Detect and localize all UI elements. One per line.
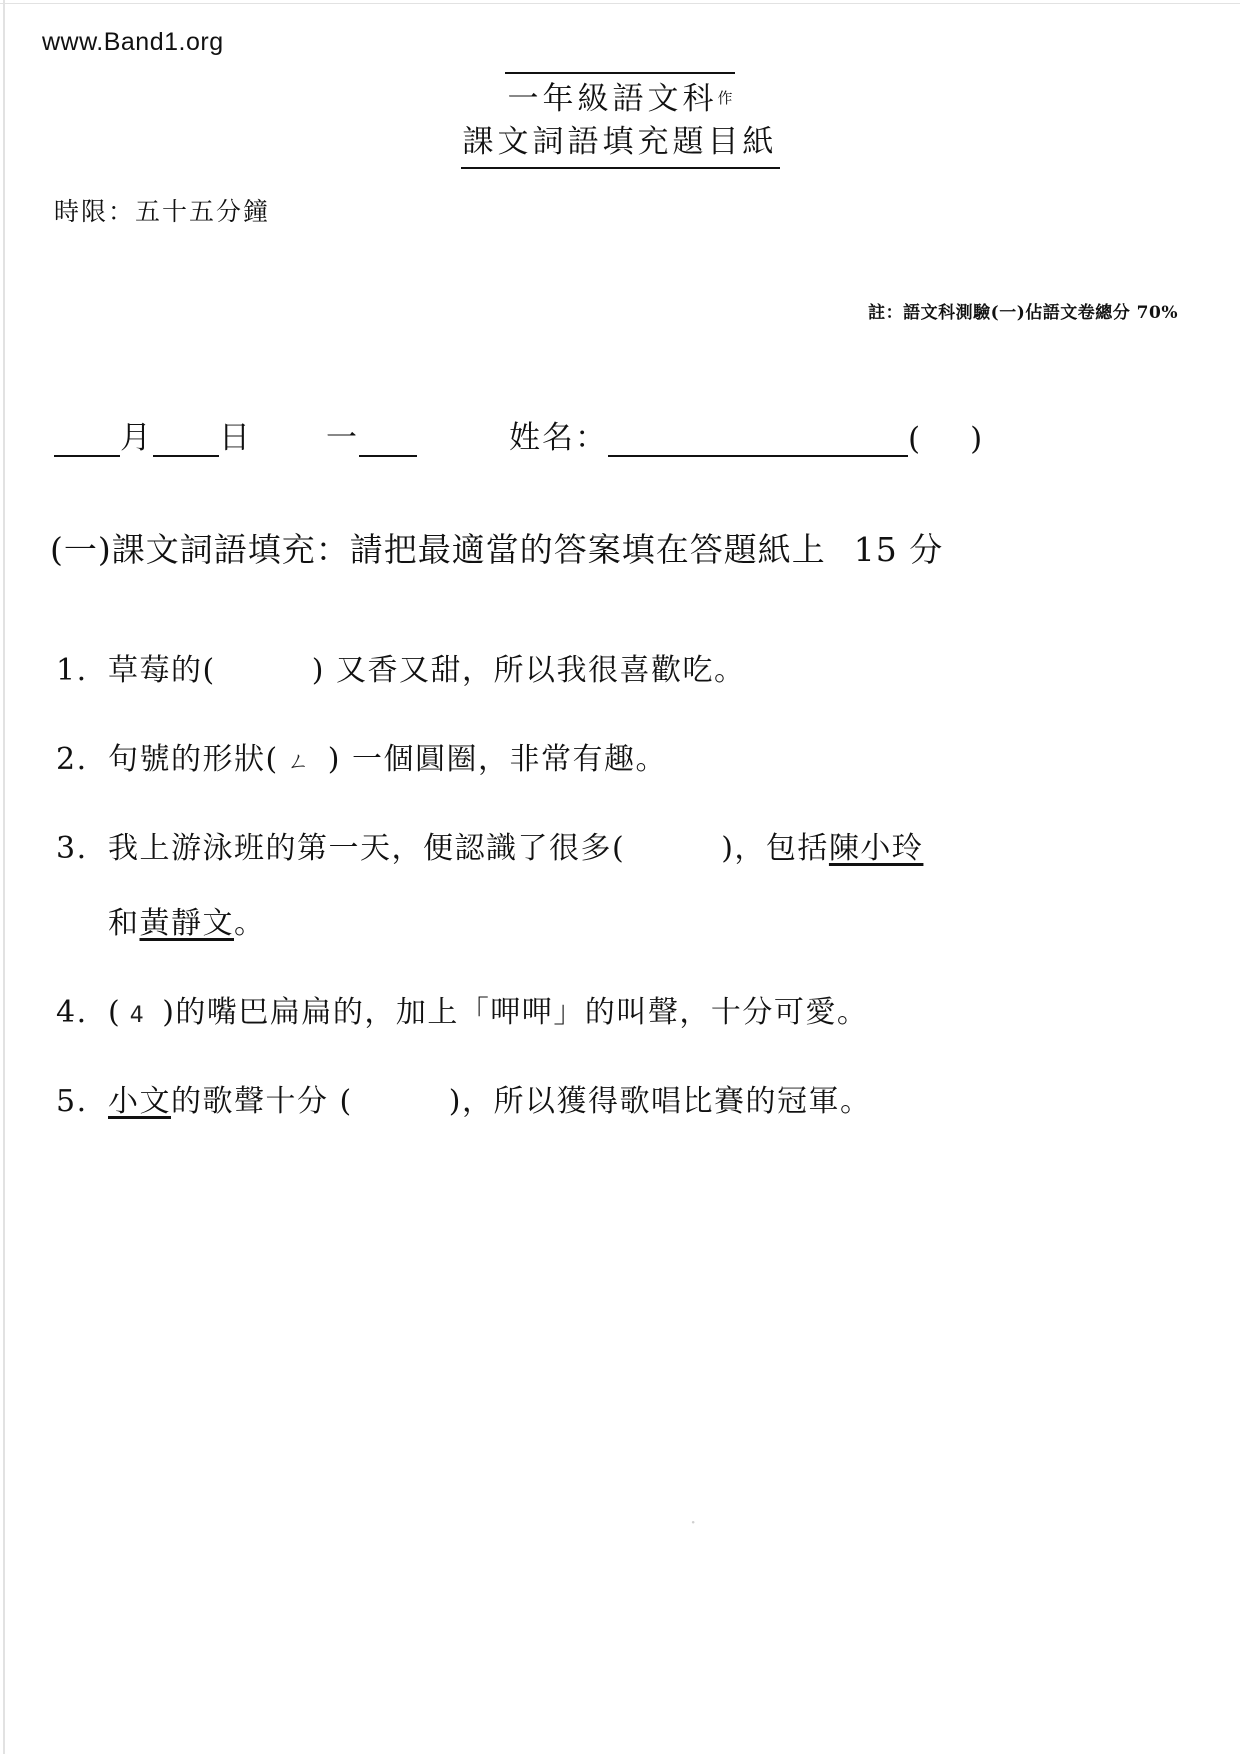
question-text: )的嘴巴扁扁的，加上「呷呷」的叫聲，十分可愛。 — [162, 995, 869, 1030]
question-body — [108, 831, 923, 866]
month-label: 月 — [120, 420, 153, 456]
question-text: 和 — [108, 906, 140, 941]
page-fold-mark-left — [3, 0, 5, 1754]
name-input-blank[interactable] — [608, 427, 908, 457]
site-url-watermark: www.Band1.org — [42, 28, 224, 56]
question-list — [56, 648, 1196, 1168]
student-number-paren-close: ) — [970, 421, 989, 457]
worksheet-title-line-2: 課文詞語填充題目紙 — [461, 121, 780, 169]
section-heading — [50, 524, 943, 571]
question-text: ( — [108, 995, 122, 1030]
handwritten-answer: ㄥ — [278, 750, 328, 775]
day-input-blank[interactable] — [153, 427, 219, 457]
question-body — [108, 653, 745, 688]
question-number: 2. — [56, 742, 88, 777]
day-label: 日 — [219, 420, 252, 456]
question-item — [56, 1079, 1196, 1124]
section-number: (一) — [50, 530, 112, 569]
worksheet-title-superscript: 作 — [717, 89, 733, 107]
question-text: 。 — [234, 906, 266, 941]
student-info-row — [54, 412, 1184, 457]
question-text: 草莓的( — [108, 653, 216, 688]
worksheet-title-line-1 — [505, 72, 734, 121]
section-instruction: 課文詞語填充：請把最適當的答案填在答題紙上 — [111, 530, 826, 569]
weighting-note: 註：語文科測驗(一)佔語文卷總分 70% — [868, 303, 1178, 323]
class-level-label: 一 — [326, 420, 359, 456]
worksheet-title-block — [0, 72, 1240, 169]
question-body — [108, 995, 868, 1030]
student-number-paren-open: ( — [908, 421, 927, 457]
question-number: 5. — [56, 1084, 88, 1119]
underlined-term: 黃靜文 — [139, 906, 234, 941]
question-item — [56, 737, 1196, 782]
question-text: 的歌聲十分 ( — [171, 1084, 353, 1119]
class-input-blank[interactable] — [359, 427, 417, 457]
question-text: ) 又香又甜，所以我很喜歡吃。 — [311, 653, 746, 688]
question-text: 句號的形狀( — [108, 742, 279, 777]
question-item — [56, 826, 1196, 946]
name-label: 姓名： — [509, 420, 608, 456]
question-body — [108, 1084, 871, 1119]
page-fold-mark-top — [0, 3, 1240, 4]
question-text: )，所以獲得歌唱比賽的冠軍。 — [448, 1084, 872, 1119]
month-input-blank[interactable] — [54, 427, 120, 457]
paper-smudge: · — [690, 1510, 697, 1534]
section-marks: 15 分 — [853, 530, 944, 569]
worksheet-title-main: 一年級語文科 — [507, 81, 718, 117]
question-item — [56, 990, 1196, 1035]
question-number: 4. — [56, 995, 88, 1030]
question-text: ) 一個圓圈，非常有趣。 — [327, 742, 667, 777]
question-item — [56, 648, 1196, 693]
question-body — [108, 742, 667, 777]
underlined-term: 小文 — [108, 1084, 171, 1119]
question-text: )，包括 — [721, 831, 829, 866]
question-text: 我上游泳班的第一天，便認識了很多( — [108, 831, 626, 866]
question-body-continuation — [108, 901, 1196, 946]
time-limit-text: 時限：五十五分鐘 — [54, 197, 271, 226]
underlined-term: 陳小玲 — [828, 831, 924, 866]
question-number: 3. — [56, 831, 88, 866]
handwritten-answer: 4 — [121, 1003, 163, 1028]
question-number: 1. — [56, 653, 88, 688]
